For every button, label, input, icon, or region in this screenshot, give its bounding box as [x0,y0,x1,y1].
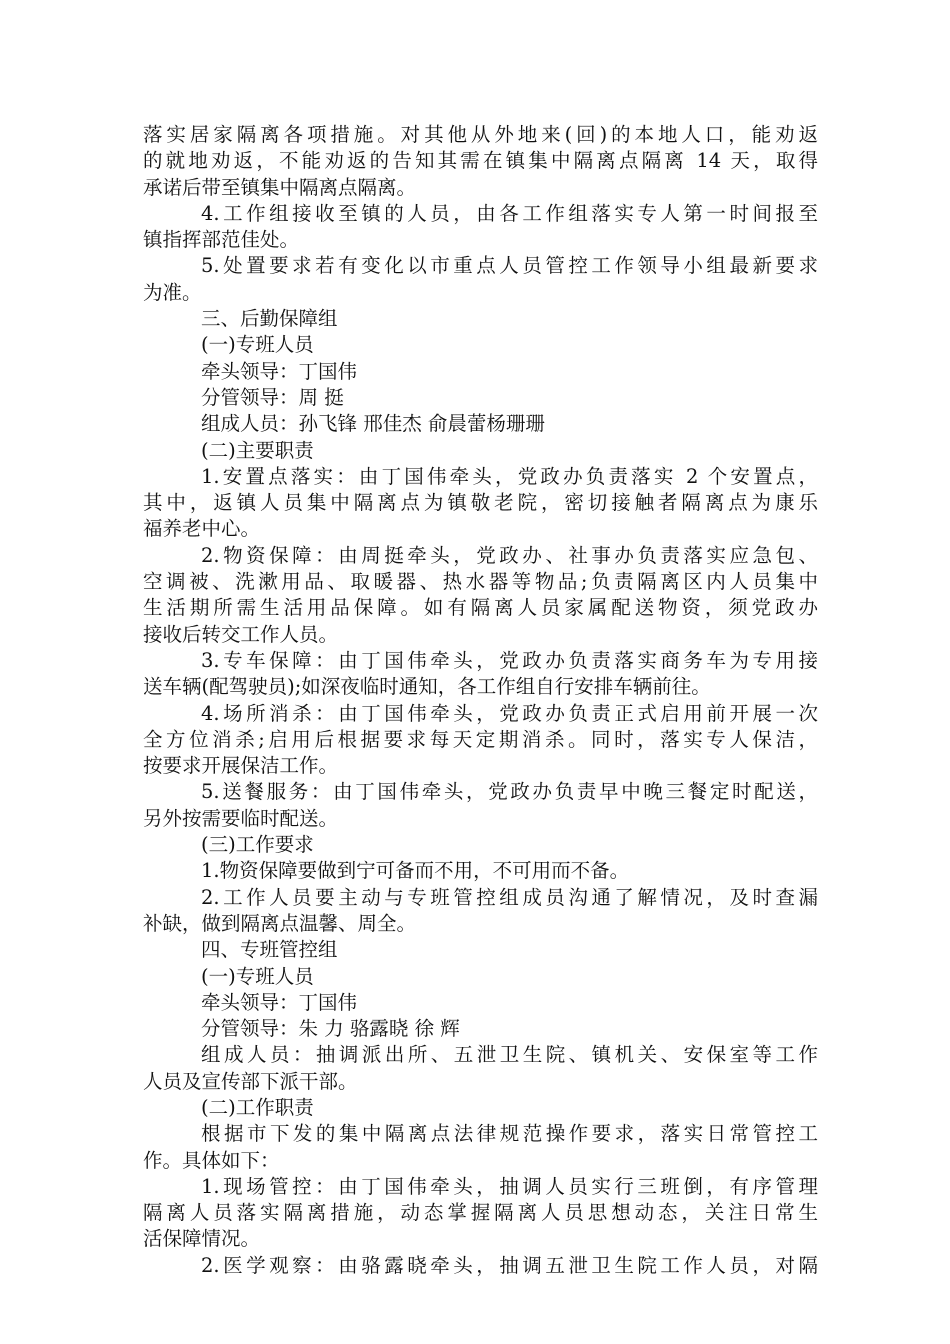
text-line: (一)专班人员 [201,333,314,357]
text-line: 为准。 [143,280,202,304]
text-line: 3.专车保障：由丁国伟牵头，党政办负责落实商务车为专用接 [201,648,818,672]
text-line: 三、后勤保障组 [201,307,338,331]
text-line: 分管领导：朱 力 骆露晓 徐 辉 [201,1017,460,1041]
text-line: (一)专班人员 [201,964,314,988]
text-line: 4.工作组接收至镇的人员，由各工作组落实专人第一时间报至 [201,201,818,225]
text-line: (三)工作要求 [201,833,314,857]
text-line: 2.物资保障：由周挺牵头，党政办、社事办负责落实应急包、 [201,543,818,567]
text-line: 其中，返镇人员集中隔离点为镇敬老院，密切接触者隔离点为康乐 [143,491,818,515]
text-line: 活保障情况。 [143,1227,261,1251]
text-line: 生活期所需生活用品保障。如有隔离人员家属配送物资，须党政办 [143,596,818,620]
text-line: 送车辆(配驾驶员);如深夜临时通知，各工作组自行安排车辆前往。 [143,675,711,699]
text-line: 全方位消杀;启用后根据要求每天定期消杀。同时，落实专人保洁， [143,727,818,751]
text-line: 5.处置要求若有变化以市重点人员管控工作领导小组最新要求 [201,254,818,278]
text-line: 组成人员：孙飞锋 邢佳杰 俞晨蕾杨珊珊 [201,412,545,436]
text-line: 5.送餐服务：由丁国伟牵头，党政办负责早中晚三餐定时配送， [201,780,818,804]
text-line: 分管领导：周 挺 [201,385,344,409]
text-line: 牵头领导：丁国伟 [201,359,358,383]
text-line: (二)工作职责 [201,1095,314,1119]
text-line: 承诺后带至镇集中隔离点隔离。 [143,175,417,199]
text-line: 1.现场管控：由丁国伟牵头，抽调人员实行三班倒，有序管理 [201,1174,818,1198]
text-line: 根据市下发的集中隔离点法律规范操作要求，落实日常管控工 [201,1122,818,1146]
text-line: 1.物资保障要做到宁可备而不用，不可用而不备。 [201,859,630,883]
text-line: 镇指挥部范佳处。 [143,228,300,252]
text-line: 落实居家隔离各项措施。对其他从外地来(回)的本地人口，能劝返 [143,123,818,146]
text-line: 4.场所消杀：由丁国伟牵头，党政办负责正式启用前开展一次 [201,701,818,725]
text-line: 接收后转交工作人员。 [143,622,339,646]
text-line: 另外按需要临时配送。 [143,806,339,830]
text-line: 福养老中心。 [143,517,261,541]
text-line: 1.安置点落实：由丁国伟牵头，党政办负责落实 2 个安置点， [201,464,818,488]
text-line: 按要求开展保洁工作。 [143,754,339,778]
text-line: (二)主要职责 [201,438,314,462]
text-line: 的就地劝返，不能劝返的告知其需在镇集中隔离点隔离 14 天，取得 [143,149,818,173]
text-line: 2.医学观察：由骆露晓牵头，抽调五泄卫生院工作人员，对隔 [201,1253,818,1277]
text-line: 作。具体如下： [143,1148,280,1172]
text-line: 四、专班管控组 [201,938,338,962]
text-line: 组成人员：抽调派出所、五泄卫生院、镇机关、安保室等工作 [201,1043,818,1067]
text-line: 2.工作人员要主动与专班管控组成员沟通了解情况，及时查漏 [201,885,818,909]
text-line: 人员及宣传部下派干部。 [143,1069,358,1093]
text-line: 隔离人员落实隔离措施，动态掌握隔离人员思想动态，关注日常生 [143,1201,818,1225]
text-line: 补缺，做到隔离点温馨、周全。 [143,911,417,935]
text-line: 牵头领导：丁国伟 [201,990,358,1014]
document-body [143,122,818,1279]
text-line: 空调被、洗漱用品、取暖器、热水器等物品;负责隔离区内人员集中 [143,570,818,594]
